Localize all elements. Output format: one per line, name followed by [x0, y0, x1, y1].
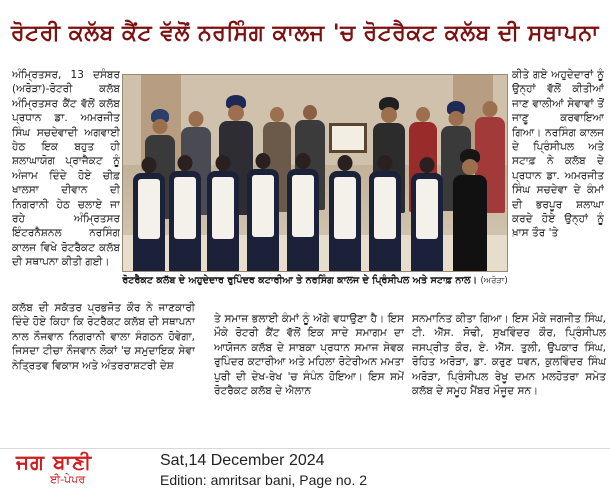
edition-info: Edition: amritsar bani, Page no. 2	[160, 472, 368, 488]
issue-date: Sat,14 December 2024	[160, 452, 325, 469]
article-photo	[122, 74, 508, 272]
article-headline: ਰੋਟਰੀ ਕਲੱਬ ਕੈਂਟ ਵੱਲੋਂ ਨਰਸਿੰਗ ਕਾਲਜ 'ਚ ਰੋਟਰੈਕਟ ਕਲੱਬ ਦੀ ਸਥਾਪਨਾ	[11, 20, 599, 46]
photo-credit: (ਅਰੋੜਾ)	[480, 276, 508, 286]
logo-sub-text: ਈ-ਪੇਪਰ	[50, 473, 86, 486]
article-column-right: ਕੀਤੇ ਗਏ ਅਹੁਦੇਦਾਰਾਂ ਨੂੰ ਉਨ੍ਹਾਂ ਵੱਲੋਂ ਕੀਤੀਆਂ ਜਾਣ ਵਾਲੀਆਂ ਸੇਵਾਵਾਂ ਤੋਂ ਜਾਣੂ ਕਰਵਾਇਆ ਗਿਆ। ਨਰਸਿੰਗ ਕਾਲਜ ਦੇ ਪ੍ਰਿੰਸੀਪਲ ਅਤੇ ਸਟਾਫ਼ ਨੇ ਕਲੱਬ ਦੇ ਪ੍ਰਧਾਨ ਡਾ. ਅਮਰਜੀਤ ਸਿੰਘ ਸਚਦੇਵਾ ਦੇ ਕੰਮਾਂ ਦੀ ਭਰਪੂਰ ਸ਼ਲਾਘਾ ਕਰਦੇ ਹੋਏ ਉਨ੍ਹਾਂ ਨੂੰ ਖ਼ਾਸ ਤੌਰ 'ਤੇ	[512, 69, 604, 240]
article-column-bottom-3: ਸਨਮਾਨਿਤ ਕੀਤਾ ਗਿਆ। ਇਸ ਮੌਕੇ ਜਗਜੀਤ ਸਿੰਘ, ਟੀ. ਐੱਸ. ਸੋਢੀ, ਸੁਖਵਿੰਦਰ ਕੌਰ, ਪ੍ਰਿੰਸੀਪਲ ਜਸਪ੍ਰੀਤ ਕੌਰ, ਏ. ਐੱਸ. ਤੁਲੀ, ਉਪਕਾਰ ਸਿੰਘ, ਰੋਹਿਤ ਅਰੋੜਾ, ਡਾ. ਕਰੁਣ ਧਵਨ, ਕੁਲਵਿੰਦਰ ਸਿੰਘ ਅਰੋੜਾ, ਪ੍ਰਿੰਸੀਪਲ ਰੇਖੂ ਦਮਨ ਮਲਹੋਤਰਾ ਸਮੇਤ ਕਲੱਬ ਦੇ ਸਮੂਹ ਮੈਂਬਰ ਮੌਜੂਦ ਸਨ।	[412, 313, 606, 398]
photo-caption-text: ਰੋਟਰੈਕਟ ਕਲੱਬ ਦੇ ਅਹੁਦੇਦਾਰ ਰੁਪਿੰਦਰ ਕਟਾਰੀਆ ਤੇ ਨਰਸਿੰਗ ਕਾਲਜ ਦੇ ਪ੍ਰਿੰਸੀਪਲ ਅਤੇ ਸਟਾਫ਼ ਨਾਲ।	[122, 275, 478, 286]
article-column-left: ਅੰਮ੍ਰਿਤਸਰ, 13 ਦਸੰਬਰ (ਅਰੋੜਾ)-ਰੋਟਰੀ ਕਲੱਬ ਅੰਮ੍ਰਿਤਸਰ ਕੈਂਟ ਵੱਲੋਂ ਕਲੱਬ ਪ੍ਰਧਾਨ ਡਾ. ਅਮਰਜੀਤ ਸਿੰਘ ਸਚਦੇਵਾਦੀ ਅਗਵਾਈ ਹੇਠ ਇਕ ਬਹੁਤ ਹੀ ਸ਼ਲਾਘਾਯੋਗ ਪ੍ਰਾਜੈਕਟ ਨੂੰ ਅੰਜਾਮ ਦਿੰਦੇ ਹੋਏ ਚੀਫ਼ ਖਾਲਸਾ ਦੀਵਾਨ ਦੀ ਨਿਗਰਾਨੀ ਹੇਠ ਚਲਾਏ ਜਾ ਰਹੇ ਅੰਮ੍ਰਿਤਸਰ ਇੰਟਰਨੈਸ਼ਨਲ ਨਰਸਿੰਗ ਕਾਲਜ ਵਿਖੇ ਰੋਟਰੈਕਟ ਕਲੱਬ ਦੀ ਸਥਾਪਨਾ ਕੀਤੀ ਗਈ।	[12, 69, 120, 269]
certificate-frame	[329, 123, 367, 153]
article-column-bottom-2: ਤੇ ਸਮਾਜ ਭਲਾਈ ਕੰਮਾਂ ਨੂੰ ਅੱਗੇ ਵਧਾਉਣਾ ਹੈ। ਇਸ ਮੌਕੇ ਰੋਟਰੀ ਕੈਂਟ ਵੱਲੋਂ ਇਕ ਸਾਦੇ ਸਮਾਗਮ ਦਾ ਆਯੋਜਨ ਕਲੱਬ ਦੇ ਸਾਬਕਾ ਪ੍ਰਧਾਨ ਸਮਾਜ ਸੇਵਕ ਰੁਪਿੰਦਰ ਕਟਾਰੀਆ ਅਤੇ ਮਹਿਲਾ ਰੋਟੇਰੀਅਨ ਮਮਤਾ ਪੁਰੀ ਦੀ ਦੇਖ-ਰੇਖ 'ਚ ਸੰਪੰਨ ਹੋਇਆ। ਇਸ ਸਮੇਂ ਰੋਟਰੈਕਟ ਕਲੱਬ ਦੇ ਐਲਾਨ	[214, 313, 404, 398]
article-column-bottom-1: ਕਲੱਬ ਦੀ ਸਕੱਤਰ ਪ੍ਰਭਜੋਤ ਕੌਰ ਨੇ ਜਾਣਕਾਰੀ ਦਿੰਦੇ ਹੋਏ ਕਿਹਾ ਕਿ ਰੋਟਰੈਕਟ ਕਲੱਬ ਦੀ ਸਥਾਪਨਾ ਨਾਲ ਨੌਜਵਾਨ ਨਿਗਰਾਨੀ ਵਾਲਾ ਸੰਗਠਨ ਹੋਵੇਗਾ, ਜਿਸਦਾ ਟੀਚਾ ਨੌਜਵਾਨ ਲੋਕਾਂ 'ਚ ਸਮੁਦਾਇਕ ਸੇਵਾ ਨੇਤ੍ਰਿਤਵ ਵਿਕਾਸ ਅਤੇ ਅੰਤਰਰਾਸ਼ਟਰੀ ਦੇਸ਼	[12, 302, 195, 372]
jagbani-logo[interactable]	[16, 451, 134, 491]
logo-main-text: ਜਗ ਬਾਣੀ	[16, 450, 93, 474]
